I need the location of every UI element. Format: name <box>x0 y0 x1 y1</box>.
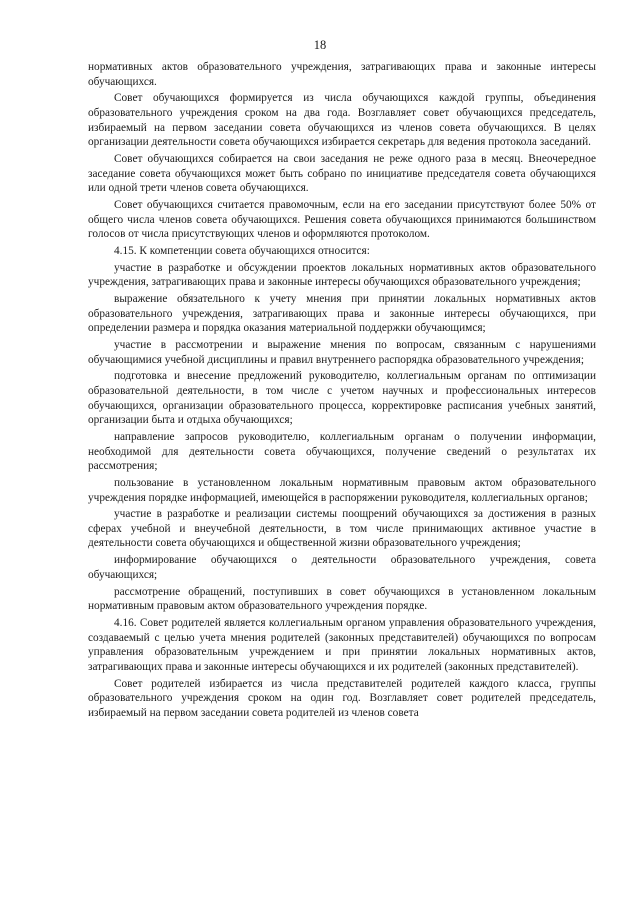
list-item: информирование обучающихся о деятельности образовательного учреждения, совета обучающихся; <box>88 554 596 581</box>
paragraph: Совет обучающихся собирается на свои заседания не реже одного раза в месяц. Внеочередное заседание совета обучающихся может быть собрано по инициативе председателя совета обучающихся или одной трети членов совета обучающихся. <box>88 152 596 195</box>
paragraph: Совет обучающихся формируется из числа обучающихся каждой группы, объединения образовательного учреждения сроком на два года. Возглавляет совет обучающихся председатель, избираемый на первом заседании совета обучающихся из членов совета обучающихся. В целях организации деятельности совета обучающихся избирается секретарь для ведения протокола заседаний. <box>88 92 596 149</box>
list-item: участие в рассмотрении и выражение мнения по вопросам, связанным с нарушениями обучающимися учебной дисциплины и правил внутреннего распорядка образовательного учреждения; <box>88 339 596 366</box>
list-item: направление запросов руководителю, коллегиальным органам о получении информации, необходимой для деятельности совета обучающихся, получение сведений о результатах их рассмотрения; <box>88 430 596 473</box>
document-body <box>88 60 596 723</box>
list-item: рассмотрение обращений, поступивших в совет обучающихся в установленном локальным нормативным правовым актом образовательного учреждения порядке. <box>88 585 596 613</box>
paragraph: нормативных актов образовательного учреждения, затрагивающих права и законные интересы обучающихся. <box>88 61 596 88</box>
page-number: 18 <box>313 38 327 52</box>
paragraph: Совет родителей избирается из числа представителей родителей каждого класса, группы образовательного учреждения сроком на один год. Возглавляет совет родителей председатель, избираемый на первом заседании совета родителей из членов совета <box>88 677 596 719</box>
list-item: участие в разработке и реализации системы поощрений обучающихся за достижения в разных сферах учебной и внеучебной деятельности, в том числе принимающих активное участие в деятельности совета обучающихся и общественной жизни образовательного учреждения; <box>88 508 596 550</box>
list-item: участие в разработке и обсуждении проектов локальных нормативных актов образовательного учреждения, затрагивающих права и законные интересы обучающихся образовательного учреждения; <box>88 261 596 289</box>
list-item: подготовка и внесение предложений руководителю, коллегиальным органам по оптимизации образовательной деятельности, в том числе с учетом научных и профессиональных интересов обучающихся, организации образовательного процесса, корректировке расписания учебных занятий, организации быта и отдыха обучающихся; <box>88 370 596 427</box>
section-heading-4-15: 4.15. К компетенции совета обучающихся относится: <box>114 244 370 257</box>
paragraph: Совет обучающихся считается правомочным, если на его заседании присутствуют более 50% от общего числа членов совета обучающихся. Решения совета обучающихся принимаются большинством голосов от числа присутствующих членов и оформляются протоколом. <box>88 198 596 241</box>
section-paragraph-4-16: 4.16. Совет родителей является коллегиальным органом управления образовательного учреждения, создаваемый с целью учета мнения родителей (законных представителей) обучающихся по вопросам управления образовательным учреждением и при принятии локальных нормативных актов, затрагивающих права и законные интересы обучающихся и их родителей (законных представителей). <box>88 617 596 673</box>
list-item: выражение обязательного к учету мнения при принятии локальных нормативных актов образовательного учреждения, затрагивающих права и законные интересы обучающихся, при определении размера и порядка оказания материальной поддержки обучающимся; <box>88 293 596 335</box>
list-item: пользование в установленном локальным нормативным правовым актом образовательного учреждения порядке информацией, имеющейся в распоряжении руководителя, коллегиальных органов; <box>88 476 596 504</box>
